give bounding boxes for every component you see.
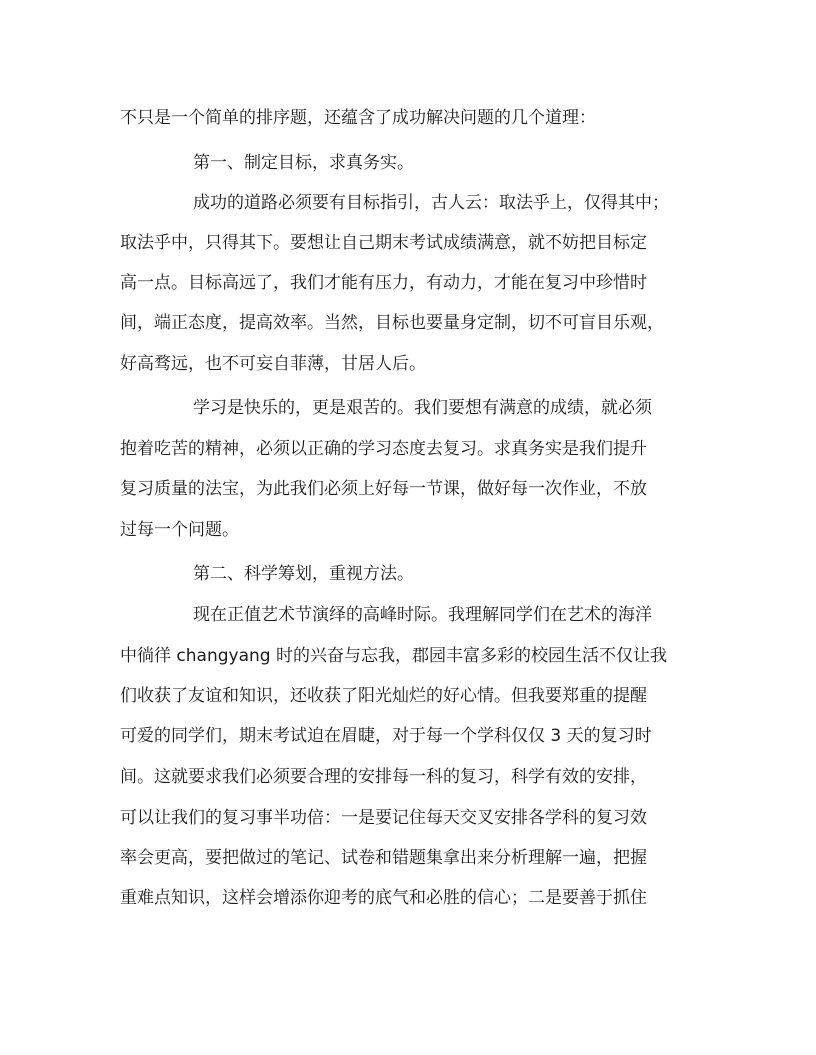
text-line: 现在正值艺术节演绎的高峰时际。我理解同学们在艺术的海洋 [193, 605, 652, 625]
text-line: 率会更高，要把做过的笔记、试卷和错题集拿出来分析理解一遍，把握 [120, 848, 647, 868]
section-heading: 第一、制定目标，求真务实。 [193, 153, 414, 173]
text-line: 抱着吃苦的精神，必须以正确的学习态度去复习。求真务实是我们提升 [120, 439, 647, 459]
text-line: 取法乎中，只得其下。要想让自己期末考试成绩满意，就不妨把目标定 [120, 233, 647, 253]
text-line: 好高骛远，也不可妄自菲薄，甘居人后。 [120, 354, 426, 374]
text-line: 可爱的同学们，期末考试迫在眉睫，对于每一个学科仅仅 3 天的复习时 [120, 726, 652, 746]
text-line: 高一点。目标高远了，我们才能有压力，有动力，才能在复习中珍惜时 [120, 273, 647, 293]
text-line: 间，端正态度，提高效率。当然，目标也要量身定制，切不可盲目乐观， [120, 313, 664, 333]
text-line: 过每一个问题。 [120, 520, 239, 540]
text-line: 可以让我们的复习事半功倍：一是要记住每天交叉安排各学科的复习效 [120, 808, 647, 828]
text-line: 间。这就要求我们必须要合理的安排每一科的复习，科学有效的安排， [120, 767, 647, 787]
section-heading: 第二、科学筹划，重视方法。 [193, 564, 414, 584]
text-line: 复习质量的法宝，为此我们必须上好每一节课，做好每一次作业，不放 [120, 479, 647, 499]
text-line: 重难点知识，这样会增添你迎考的底气和必胜的信心；二是要善于抓住 [120, 888, 647, 908]
text-line: 们收获了友谊和知识，还收获了阳光灿烂的好心情。但我要郑重的提醒 [120, 686, 647, 706]
text-line: 成功的道路必须要有目标指引，古人云：取法乎上，仅得其中； [193, 193, 669, 213]
text-line: 学习是快乐的，更是艰苦的。我们要想有满意的成绩，就必须 [193, 398, 652, 418]
text-line: 不只是一个简单的排序题，还蕴含了成功解决问题的几个道理： [120, 108, 596, 128]
text-line: 中徜徉 changyang 时的兴奋与忘我，郡园丰富多彩的校园生活不仅让我 [120, 646, 667, 666]
